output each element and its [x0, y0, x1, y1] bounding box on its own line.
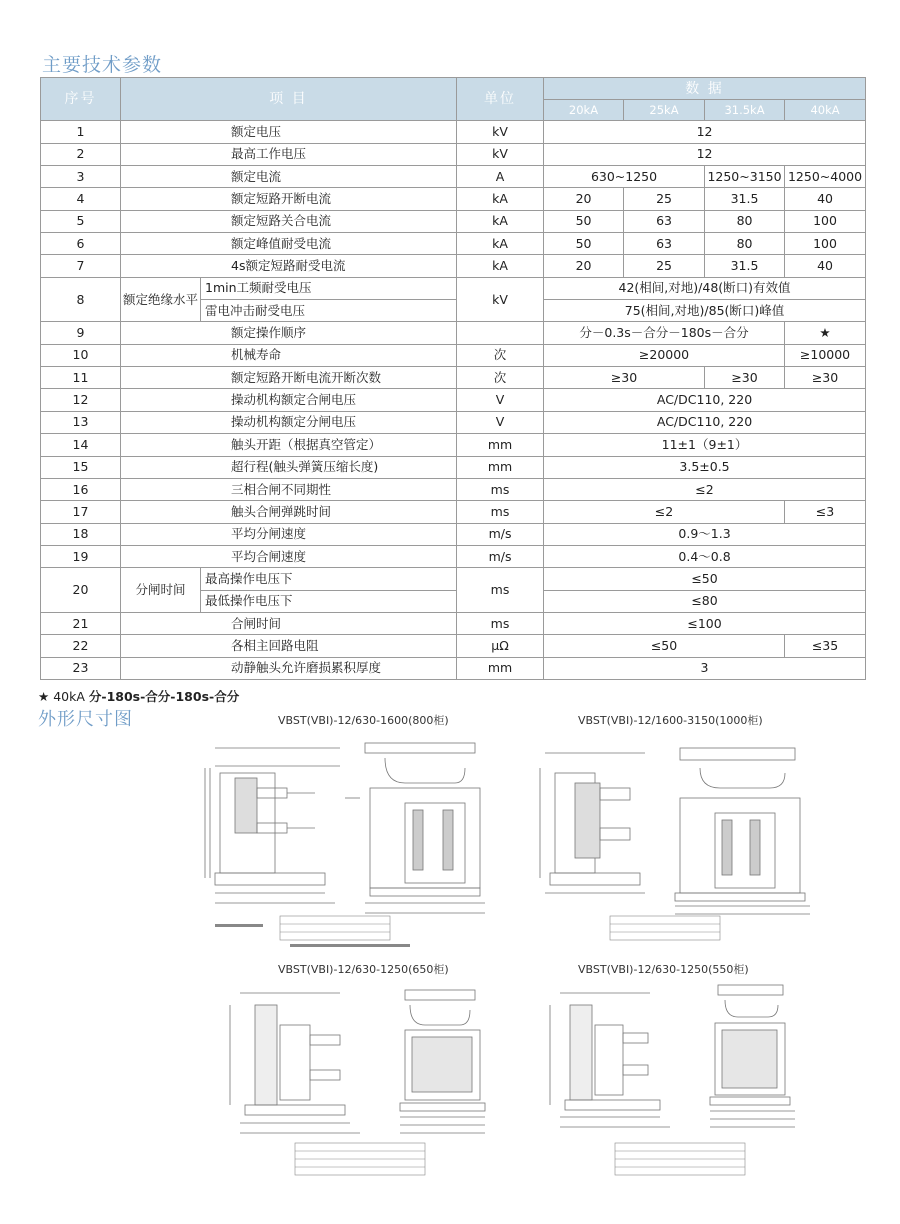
row-item: 最高工作电压 — [121, 143, 457, 165]
row-unit: ms — [457, 612, 544, 634]
dimension-drawing-550 — [540, 975, 830, 1185]
row-no: 14 — [41, 434, 121, 456]
row-item: 触头开距（根据真空管定） — [121, 434, 457, 456]
row-no: 11 — [41, 367, 121, 389]
row-no: 12 — [41, 389, 121, 411]
row-no: 2 — [41, 143, 121, 165]
row-value: ≤100 — [544, 612, 866, 634]
row-value: ≤35 — [785, 635, 866, 657]
row-unit: m/s — [457, 545, 544, 567]
row-no: 16 — [41, 478, 121, 500]
row-item: 动静触头允许磨损累积厚度 — [121, 657, 457, 679]
row-item: 机械寿命 — [121, 344, 457, 366]
row-unit: 次 — [457, 367, 544, 389]
row-value: 40 — [785, 188, 866, 210]
table-row — [41, 255, 866, 277]
footnote — [38, 687, 239, 705]
row-subitem: 1min工频耐受电压 — [201, 277, 457, 299]
row-item: 额定电压 — [121, 121, 457, 143]
row-unit: kV — [457, 277, 544, 322]
row-value: 20 — [544, 188, 624, 210]
row-unit: kA — [457, 233, 544, 255]
row-value: ≤50 — [544, 635, 785, 657]
header-no: 序号 — [41, 78, 121, 121]
drawing-title-550: VBST(VBI)-12/630-1250(550柜) — [578, 963, 749, 976]
row-value: 50 — [544, 210, 624, 232]
row-value: ≥30 — [785, 367, 866, 389]
table-row — [41, 166, 866, 188]
row-value: 50 — [544, 233, 624, 255]
table-row — [41, 277, 866, 299]
row-value: 0.4～0.8 — [544, 545, 866, 567]
row-value: 分－0.3s－合分－180s－合分 — [544, 322, 785, 344]
dimension-drawing-650 — [220, 975, 510, 1185]
dimension-drawing-1000 — [525, 728, 825, 953]
row-value: 75(相间,对地)/85(断口)峰值 — [544, 300, 866, 322]
row-item: 各相主回路电阻 — [121, 635, 457, 657]
section-title-specs: 主要技术参数 — [42, 54, 163, 76]
row-unit: ms — [457, 478, 544, 500]
row-no: 23 — [41, 657, 121, 679]
row-value: 0.9～1.3 — [544, 523, 866, 545]
row-value: ≤2 — [544, 478, 866, 500]
row-value: ≥10000 — [785, 344, 866, 366]
table-row — [41, 478, 866, 500]
row-value: 11±1（9±1） — [544, 434, 866, 456]
row-subitem: 最高操作电压下 — [201, 568, 457, 590]
row-no: 22 — [41, 635, 121, 657]
row-value: 80 — [705, 210, 785, 232]
row-unit: V — [457, 411, 544, 433]
row-value: 100 — [785, 210, 866, 232]
header-rating-40: 40kA — [785, 100, 866, 121]
row-unit: mm — [457, 657, 544, 679]
row-item: 额定短路开断电流开断次数 — [121, 367, 457, 389]
table-row — [41, 635, 866, 657]
row-item: 操动机构额定合闸电压 — [121, 389, 457, 411]
row-item: 额定短路关合电流 — [121, 210, 457, 232]
row-value: ≤3 — [785, 501, 866, 523]
row-item: 三相合闸不同期性 — [121, 478, 457, 500]
table-row — [41, 545, 866, 567]
table-row — [41, 434, 866, 456]
row-no: 4 — [41, 188, 121, 210]
spec-table — [40, 77, 866, 680]
header-unit: 单位 — [457, 78, 544, 121]
row-value: 12 — [544, 121, 866, 143]
row-value: ≤2 — [544, 501, 785, 523]
row-unit: ms — [457, 501, 544, 523]
row-value: 80 — [705, 233, 785, 255]
row-no: 6 — [41, 233, 121, 255]
row-value: 1250~3150 — [705, 166, 785, 188]
row-no: 5 — [41, 210, 121, 232]
row-unit: kV — [457, 121, 544, 143]
row-value: AC/DC110, 220 — [544, 389, 866, 411]
row-item: 额定电流 — [121, 166, 457, 188]
row-item: 操动机构额定分闸电压 — [121, 411, 457, 433]
row-unit: kA — [457, 188, 544, 210]
row-item: 合闸时间 — [121, 612, 457, 634]
row-no: 15 — [41, 456, 121, 478]
header-item: 项 目 — [121, 78, 457, 121]
row-value: 42(相间,对地)/48(断口)有效值 — [544, 277, 866, 299]
row-value: 25 — [624, 188, 705, 210]
row-item: 额定峰值耐受电流 — [121, 233, 457, 255]
table-row — [41, 657, 866, 679]
row-no: 21 — [41, 612, 121, 634]
row-value: 31.5 — [705, 188, 785, 210]
row-no: 19 — [41, 545, 121, 567]
row-value: AC/DC110, 220 — [544, 411, 866, 433]
table-row — [41, 523, 866, 545]
row-no: 3 — [41, 166, 121, 188]
row-unit: 次 — [457, 344, 544, 366]
table-row — [41, 568, 866, 590]
row-no: 13 — [41, 411, 121, 433]
row-unit — [457, 322, 544, 344]
star-marker: ★ — [785, 322, 866, 344]
row-value: ≤80 — [544, 590, 866, 612]
row-item: 平均分闸速度 — [121, 523, 457, 545]
row-no: 8 — [41, 277, 121, 322]
row-no: 17 — [41, 501, 121, 523]
table-row — [41, 456, 866, 478]
dimension-drawing-800 — [195, 728, 495, 953]
row-unit: kA — [457, 210, 544, 232]
row-no: 1 — [41, 121, 121, 143]
row-value: ≤50 — [544, 568, 866, 590]
row-value: 630~1250 — [544, 166, 705, 188]
row-value: 20 — [544, 255, 624, 277]
row-item: 4s额定短路耐受电流 — [121, 255, 457, 277]
table-row — [41, 121, 866, 143]
row-unit: ms — [457, 568, 544, 613]
row-subitem: 雷电冲击耐受电压 — [201, 300, 457, 322]
table-row — [41, 344, 866, 366]
row-item: 额定操作顺序 — [121, 322, 457, 344]
row-value: ≥30 — [705, 367, 785, 389]
table-row — [41, 210, 866, 232]
row-group: 分闸时间 — [121, 568, 201, 613]
row-unit: m/s — [457, 523, 544, 545]
row-unit: mm — [457, 456, 544, 478]
row-unit: μΩ — [457, 635, 544, 657]
table-row — [41, 143, 866, 165]
row-group: 额定绝缘水平 — [121, 277, 201, 322]
row-value: 100 — [785, 233, 866, 255]
drawing-title-650: VBST(VBI)-12/630-1250(650柜) — [278, 963, 449, 976]
table-row — [41, 612, 866, 634]
footnote-sequence: 分-180s-合分-180s-合分 — [88, 689, 240, 704]
row-unit: mm — [457, 434, 544, 456]
row-value: 12 — [544, 143, 866, 165]
row-value: 1250~4000 — [785, 166, 866, 188]
footnote-text: 40kA — [49, 689, 89, 704]
header-rating-20: 20kA — [544, 100, 624, 121]
table-row — [41, 367, 866, 389]
row-value: ≥30 — [544, 367, 705, 389]
section-title-dimensions: 外形尺寸图 — [38, 709, 133, 730]
table-row — [41, 188, 866, 210]
row-unit: A — [457, 166, 544, 188]
table-row — [41, 322, 866, 344]
drawing-title-1000: VBST(VBI)-12/1600-3150(1000柜) — [578, 714, 763, 727]
row-no: 7 — [41, 255, 121, 277]
row-unit: V — [457, 389, 544, 411]
row-unit: kA — [457, 255, 544, 277]
header-data: 数 据 — [544, 78, 866, 100]
row-no: 9 — [41, 322, 121, 344]
star-icon: ★ — [38, 689, 50, 704]
row-value: ≥20000 — [544, 344, 785, 366]
row-unit: kV — [457, 143, 544, 165]
row-value: 3.5±0.5 — [544, 456, 866, 478]
row-item: 额定短路开断电流 — [121, 188, 457, 210]
row-value: 31.5 — [705, 255, 785, 277]
row-value: 3 — [544, 657, 866, 679]
table-row — [41, 389, 866, 411]
header-rating-31: 31.5kA — [705, 100, 785, 121]
row-value: 63 — [624, 210, 705, 232]
row-value: 40 — [785, 255, 866, 277]
row-subitem: 最低操作电压下 — [201, 590, 457, 612]
table-row — [41, 501, 866, 523]
row-item: 触头合闸弹跳时间 — [121, 501, 457, 523]
row-value: 25 — [624, 255, 705, 277]
row-value: 63 — [624, 233, 705, 255]
row-no: 10 — [41, 344, 121, 366]
row-no: 18 — [41, 523, 121, 545]
row-item: 超行程(触头弹簧压缩长度) — [121, 456, 457, 478]
header-rating-25: 25kA — [624, 100, 705, 121]
row-item: 平均合闸速度 — [121, 545, 457, 567]
table-row — [41, 233, 866, 255]
row-no: 20 — [41, 568, 121, 613]
drawing-title-800: VBST(VBI)-12/630-1600(800柜) — [278, 714, 449, 727]
table-row — [41, 411, 866, 433]
